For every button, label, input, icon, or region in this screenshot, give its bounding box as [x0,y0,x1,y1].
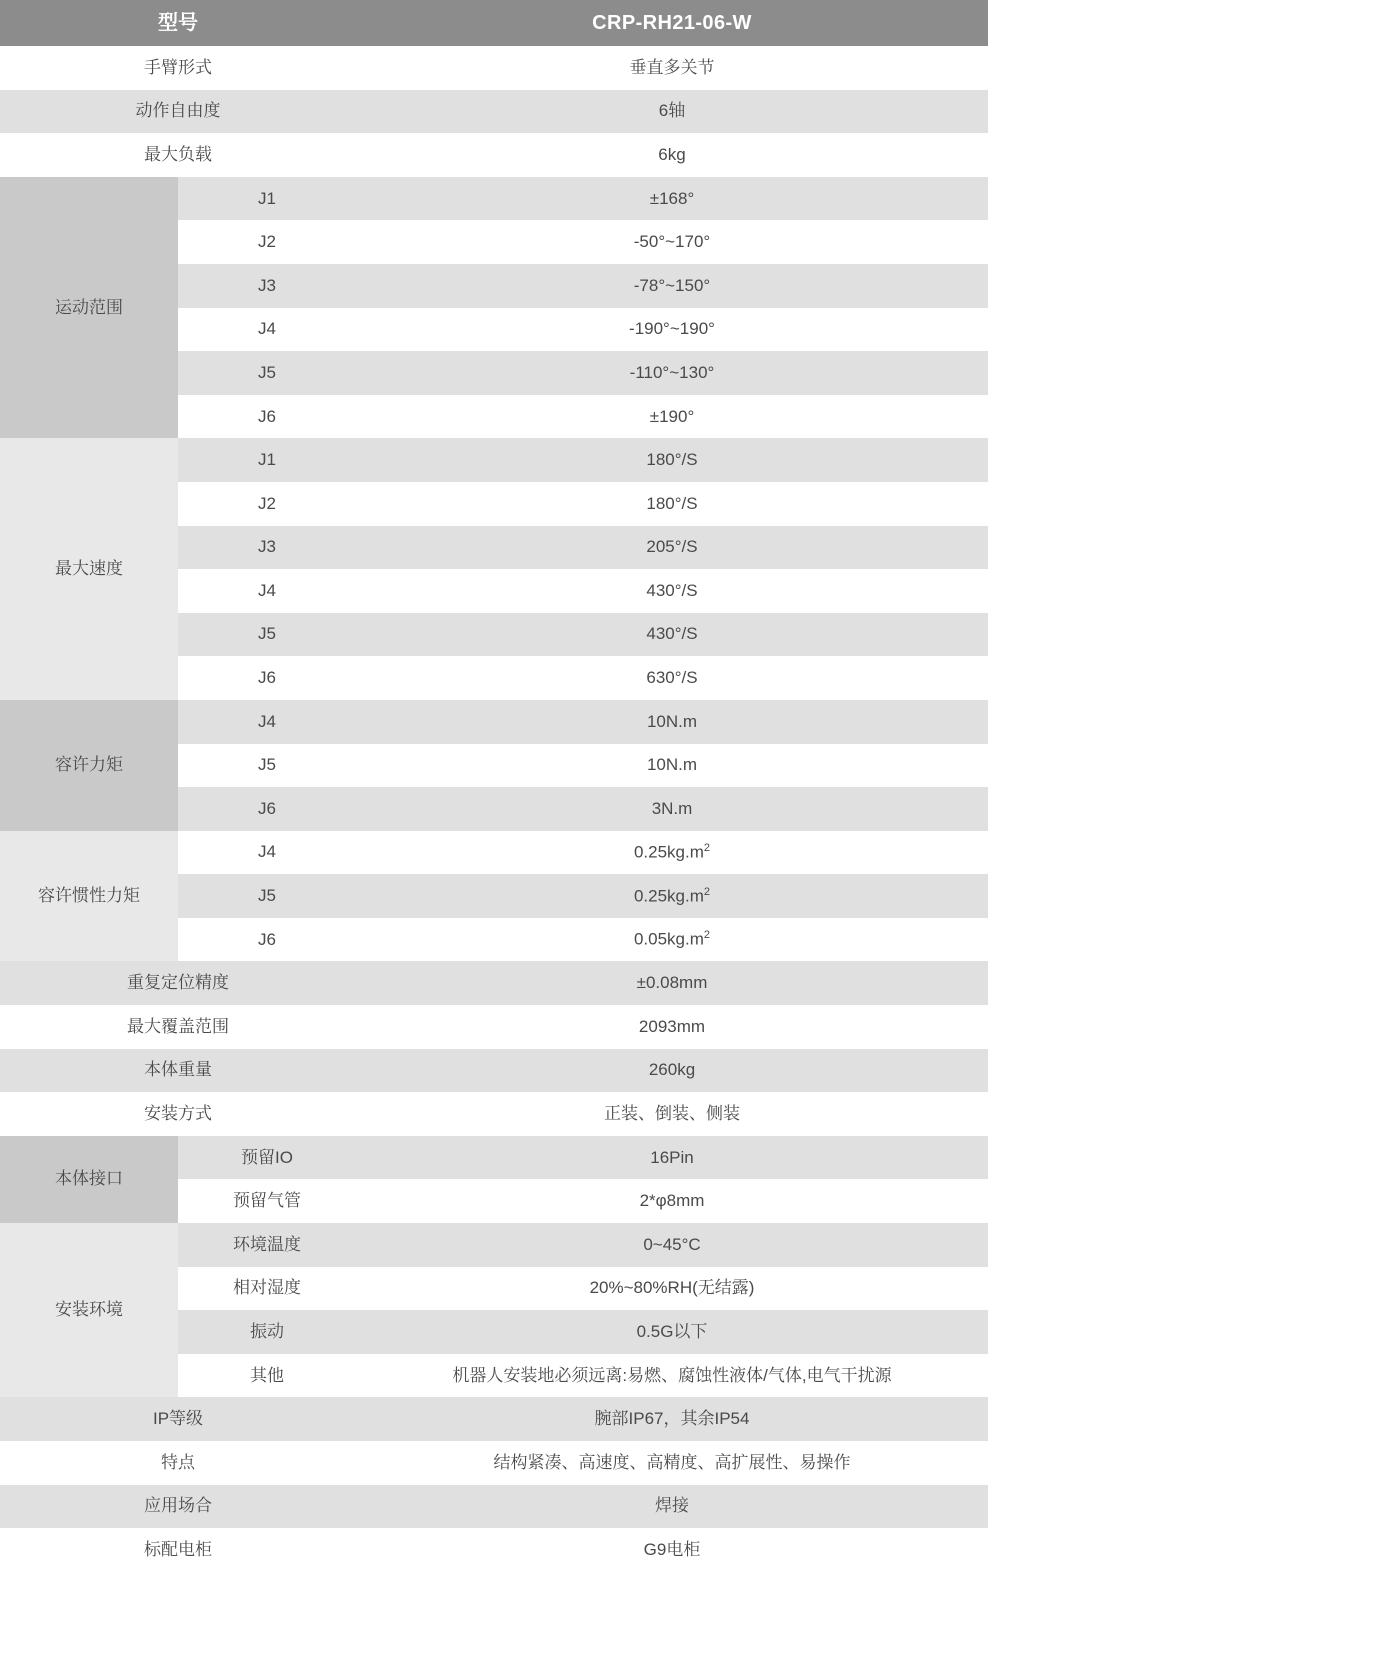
group-label-body-interface: 本体接口 [0,1136,178,1223]
axis-label: J6 [178,918,356,962]
table-row [0,1005,988,1049]
row-value: 腕部IP67，其余IP54 [356,1397,988,1441]
axis-label: J5 [178,351,356,395]
table-row [0,1223,988,1267]
axis-value-text: 0.25kg.m [633,886,704,906]
subrow-value: 机器人安装地必须远离:易燃、腐蚀性液体/气体,电气干扰源 [356,1354,988,1398]
row-label: 动作自由度 [0,90,356,134]
row-label: 最大覆盖范围 [0,1005,356,1049]
row-value: 2093mm [356,1005,988,1049]
subrow-value: 16Pin [356,1136,988,1180]
table-row [0,1397,988,1441]
axis-value [356,831,988,875]
row-label: 安装方式 [0,1092,356,1136]
row-value: 6轴 [356,90,988,134]
axis-label: J4 [178,569,356,613]
group-label-allowed-torque: 容许力矩 [0,700,178,831]
axis-value: -190°~190° [356,308,988,352]
row-value: 正装、倒装、侧装 [356,1092,988,1136]
table-row [0,177,988,221]
row-label: 最大负载 [0,133,356,177]
axis-label: J5 [178,744,356,788]
axis-value: 630°/S [356,656,988,700]
axis-value [356,874,988,918]
axis-label: J1 [178,438,356,482]
subrow-label: 相对湿度 [178,1267,356,1311]
subrow-label: 预留IO [178,1136,356,1180]
axis-value: 10N.m [356,700,988,744]
axis-label: J1 [178,177,356,221]
row-label: 应用场合 [0,1485,356,1529]
axis-value: 10N.m [356,744,988,788]
axis-value: 430°/S [356,569,988,613]
axis-value-exponent: 2 [703,885,711,898]
row-label: 本体重量 [0,1049,356,1093]
table-row [0,438,988,482]
axis-value: 180°/S [356,482,988,526]
axis-label: J2 [178,220,356,264]
axis-value: ±168° [356,177,988,221]
group-label-allowed-inertia: 容许惯性力矩 [0,831,178,962]
row-value: 结构紧凑、高速度、高精度、高扩展性、易操作 [356,1441,988,1485]
axis-label: J5 [178,613,356,657]
row-value: 焊接 [356,1485,988,1529]
axis-value: -110°~130° [356,351,988,395]
subrow-value: 0.5G以下 [356,1310,988,1354]
table-header-row [0,0,988,46]
table-row [0,46,988,90]
row-value: 6kg [356,133,988,177]
axis-label: J5 [178,874,356,918]
table-row [0,90,988,134]
axis-value: ±190° [356,395,988,439]
row-label: 重复定位精度 [0,961,356,1005]
axis-label: J2 [178,482,356,526]
table-row [0,1136,988,1180]
axis-label: J4 [178,308,356,352]
axis-value: 180°/S [356,438,988,482]
axis-label: J4 [178,831,356,875]
axis-value-text: 0.25kg.m [633,842,704,862]
table-row [0,133,988,177]
axis-label: J4 [178,700,356,744]
row-value: 260kg [356,1049,988,1093]
group-label-max-speed: 最大速度 [0,438,178,700]
axis-label: J6 [178,395,356,439]
axis-label: J6 [178,656,356,700]
subrow-label: 预留气管 [178,1179,356,1223]
row-value: G9电柜 [356,1528,988,1572]
axis-value: 430°/S [356,613,988,657]
row-label: 特点 [0,1441,356,1485]
table-row [0,1092,988,1136]
group-label-motion-range: 运动范围 [0,177,178,439]
axis-label: J6 [178,787,356,831]
table-row [0,1485,988,1529]
row-label: 手臂形式 [0,46,356,90]
axis-value-text: 0.05kg.m [633,929,704,949]
table-row [0,831,988,875]
table-row [0,700,988,744]
axis-value-exponent: 2 [703,842,711,855]
axis-value: 205°/S [356,526,988,570]
axis-value: 3N.m [356,787,988,831]
axis-value: -78°~150° [356,264,988,308]
axis-value: -50°~170° [356,220,988,264]
subrow-label: 振动 [178,1310,356,1354]
row-label: IP等级 [0,1397,356,1441]
row-label: 标配电柜 [0,1528,356,1572]
header-label: 型号 [0,0,356,46]
table-row [0,1049,988,1093]
axis-label: J3 [178,264,356,308]
row-value: 垂直多关节 [356,46,988,90]
row-value: ±0.08mm [356,961,988,1005]
axis-value-exponent: 2 [703,929,711,942]
subrow-value: 0~45°C [356,1223,988,1267]
axis-label: J3 [178,526,356,570]
axis-value [356,918,988,962]
subrow-label: 环境温度 [178,1223,356,1267]
table-row [0,1441,988,1485]
group-label-install-env: 安装环境 [0,1223,178,1397]
table-row [0,961,988,1005]
subrow-value: 20%~80%RH(无结露) [356,1267,988,1311]
table-row [0,1528,988,1572]
subrow-value: 2*φ8mm [356,1179,988,1223]
header-model-value: CRP-RH21-06-W [356,0,988,46]
subrow-label: 其他 [178,1354,356,1398]
